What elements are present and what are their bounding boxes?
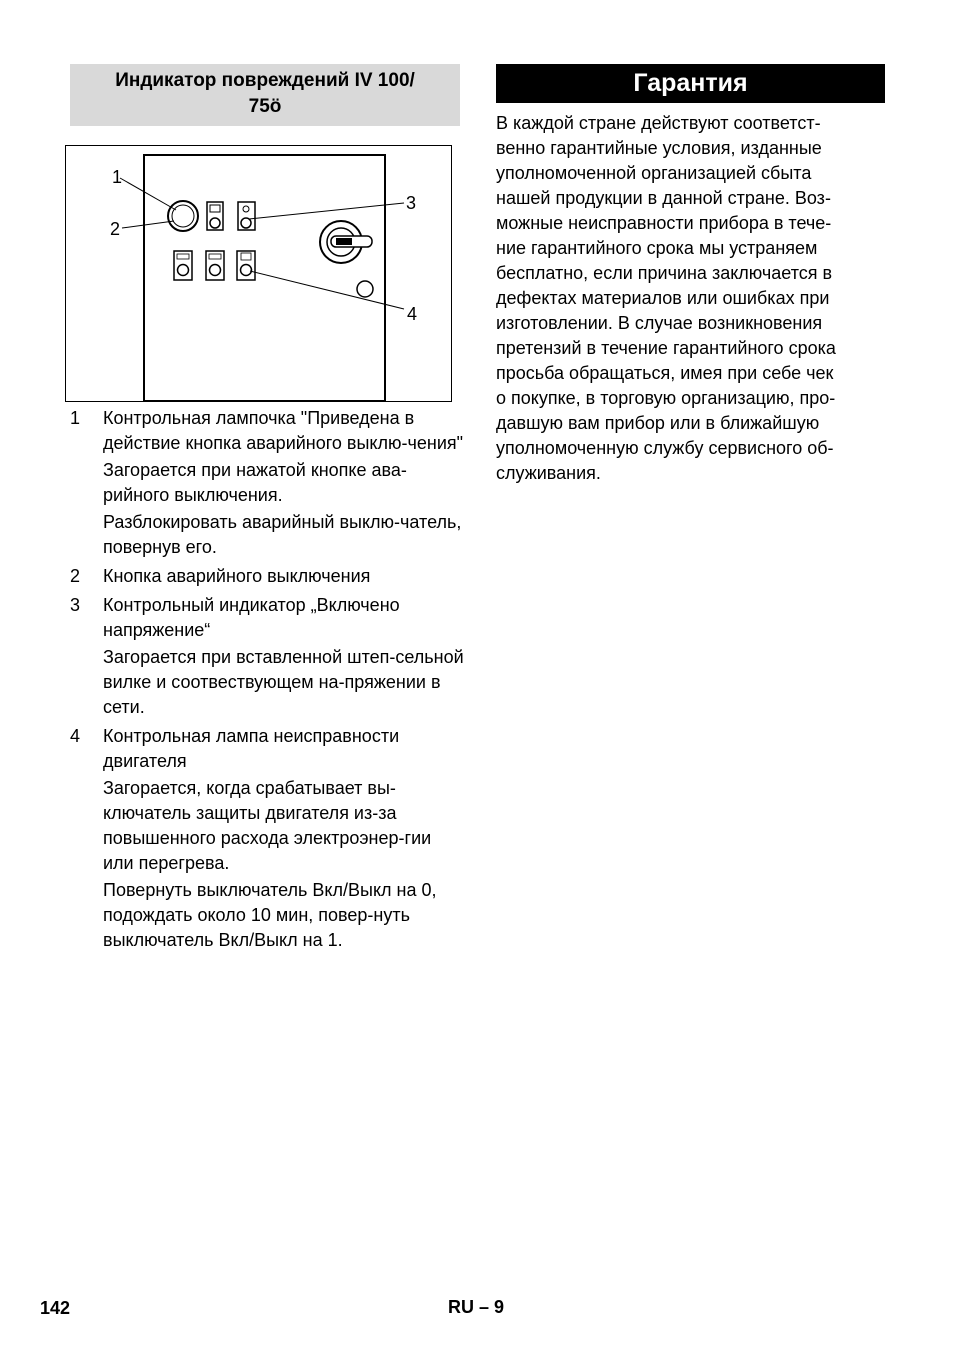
legend-item-body [103,406,465,562]
warranty-paragraph [496,111,888,486]
legend-item-paragraph: Кнопка аварийного выключения [103,566,371,586]
legend-item-paragraph: Загорается при нажатой кнопке ава-рийного выключения. [103,460,407,505]
callout-line-1 [120,178,176,210]
callout-line-2 [122,221,174,228]
emergency-stop-button-inner [172,205,194,227]
warranty-text-line: претензий в течение гарантийного срока [496,338,836,358]
legend-item-paragraph: Повернуть выключатель Вкл/Выкл на 0, подождать около 10 мин, повер-нуть выключатель Вкл/Выкл на 1. [103,880,437,950]
warranty-text-line: венно гарантийные условия, изданные [496,138,822,158]
legend-item-paragraph: Разблокировать аварийный выклю-чатель, повернув его. [103,512,462,557]
callout-line-3 [249,203,404,219]
heading-line-2: 75ö [248,96,282,117]
cable-gland [357,281,373,297]
heading-line-1: Индикатор повреждений IV 100/ [115,70,415,91]
page-number: 142 [40,1298,71,1318]
warranty-text-line: дефектах материалов или ошибках при [496,288,830,308]
legend-item-paragraph: Контрольная лампа неисправности двигателя [103,726,400,771]
figure-label-2: 2 [110,219,121,239]
legend-item-number: 4 [70,726,81,746]
panel-housing [144,155,385,401]
legend-item-paragraph: Контрольная лампочка "Приведена в действие кнопка аварийного выклю-чения" [103,408,464,453]
section-heading-damage-indicator [70,64,460,126]
control-panel-figure [65,145,452,402]
legend-item-body [103,564,465,591]
off-label-plate [177,254,189,259]
section-page-label: RU – 9 [448,1297,505,1317]
legend-item [70,593,465,722]
section-heading-warranty: Гарантия [496,64,885,103]
warranty-text-line: уполномоченную службу сервисного об- [496,438,834,458]
warranty-text-line: служивания. [496,463,601,483]
on-lamp [210,265,221,276]
power-symbol-icon [243,206,249,212]
legend-item [70,406,465,562]
legend-item-number: 3 [70,595,81,615]
on-label-plate [209,254,221,259]
emergency-lamp [210,218,220,228]
warranty-text-line: изготовлении. В случае возникновения [496,313,823,333]
legend-item-paragraph: Контрольный индикатор „Включено напряжение“ [103,595,400,640]
emergency-lamp-symbol [210,205,220,212]
legend-item-number: 2 [70,566,81,586]
motor-fault-lamp [241,265,252,276]
legend-item [70,724,465,955]
warranty-text-line: можные неисправности прибора в тече- [496,213,832,233]
figure-legend [70,406,465,957]
figure-label-4: 4 [407,304,418,324]
figure-label-1: 1 [112,167,123,187]
legend-item-paragraph: Загорается при вставленной штеп-сельной вилке и соотвествующем на-пряжении в сети. [103,647,464,717]
legend-item-body [103,593,465,722]
callout-line-4 [250,271,404,309]
emergency-lamp-indicator [207,202,223,230]
motor-symbol-icon [241,253,251,260]
control-panel-diagram [66,146,453,403]
power-on-lamp [241,218,251,228]
warranty-text-line: уполномоченной организацией сбыта [496,163,812,183]
legend-item [70,564,465,591]
legend-item-paragraph: Загорается, когда срабатывает вы-ключатель защиты двигателя из-за повышенного расхода электроэнер-гии или перегрева. [103,778,432,873]
warranty-text-line: В каждой стране действуют соответст- [496,113,821,133]
warranty-text-line: просьба обращаться, имея при себе чек [496,363,834,383]
warranty-text-line: нашей продукции в данной стране. Воз- [496,188,831,208]
figure-label-3: 3 [406,193,417,213]
warranty-text-line: давшую вам прибор или в ближайшую [496,413,820,433]
warranty-text-line: о покупке, в торговую организацию, про- [496,388,836,408]
legend-item-body [103,724,465,955]
off-lamp [178,265,189,276]
warranty-text-line: ние гарантийного срока мы устраняем [496,238,818,258]
rotary-switch-handle-fill [336,238,352,245]
warranty-text-line: бесплатно, если причина заключается в [496,263,833,283]
legend-item-number: 1 [70,408,81,428]
